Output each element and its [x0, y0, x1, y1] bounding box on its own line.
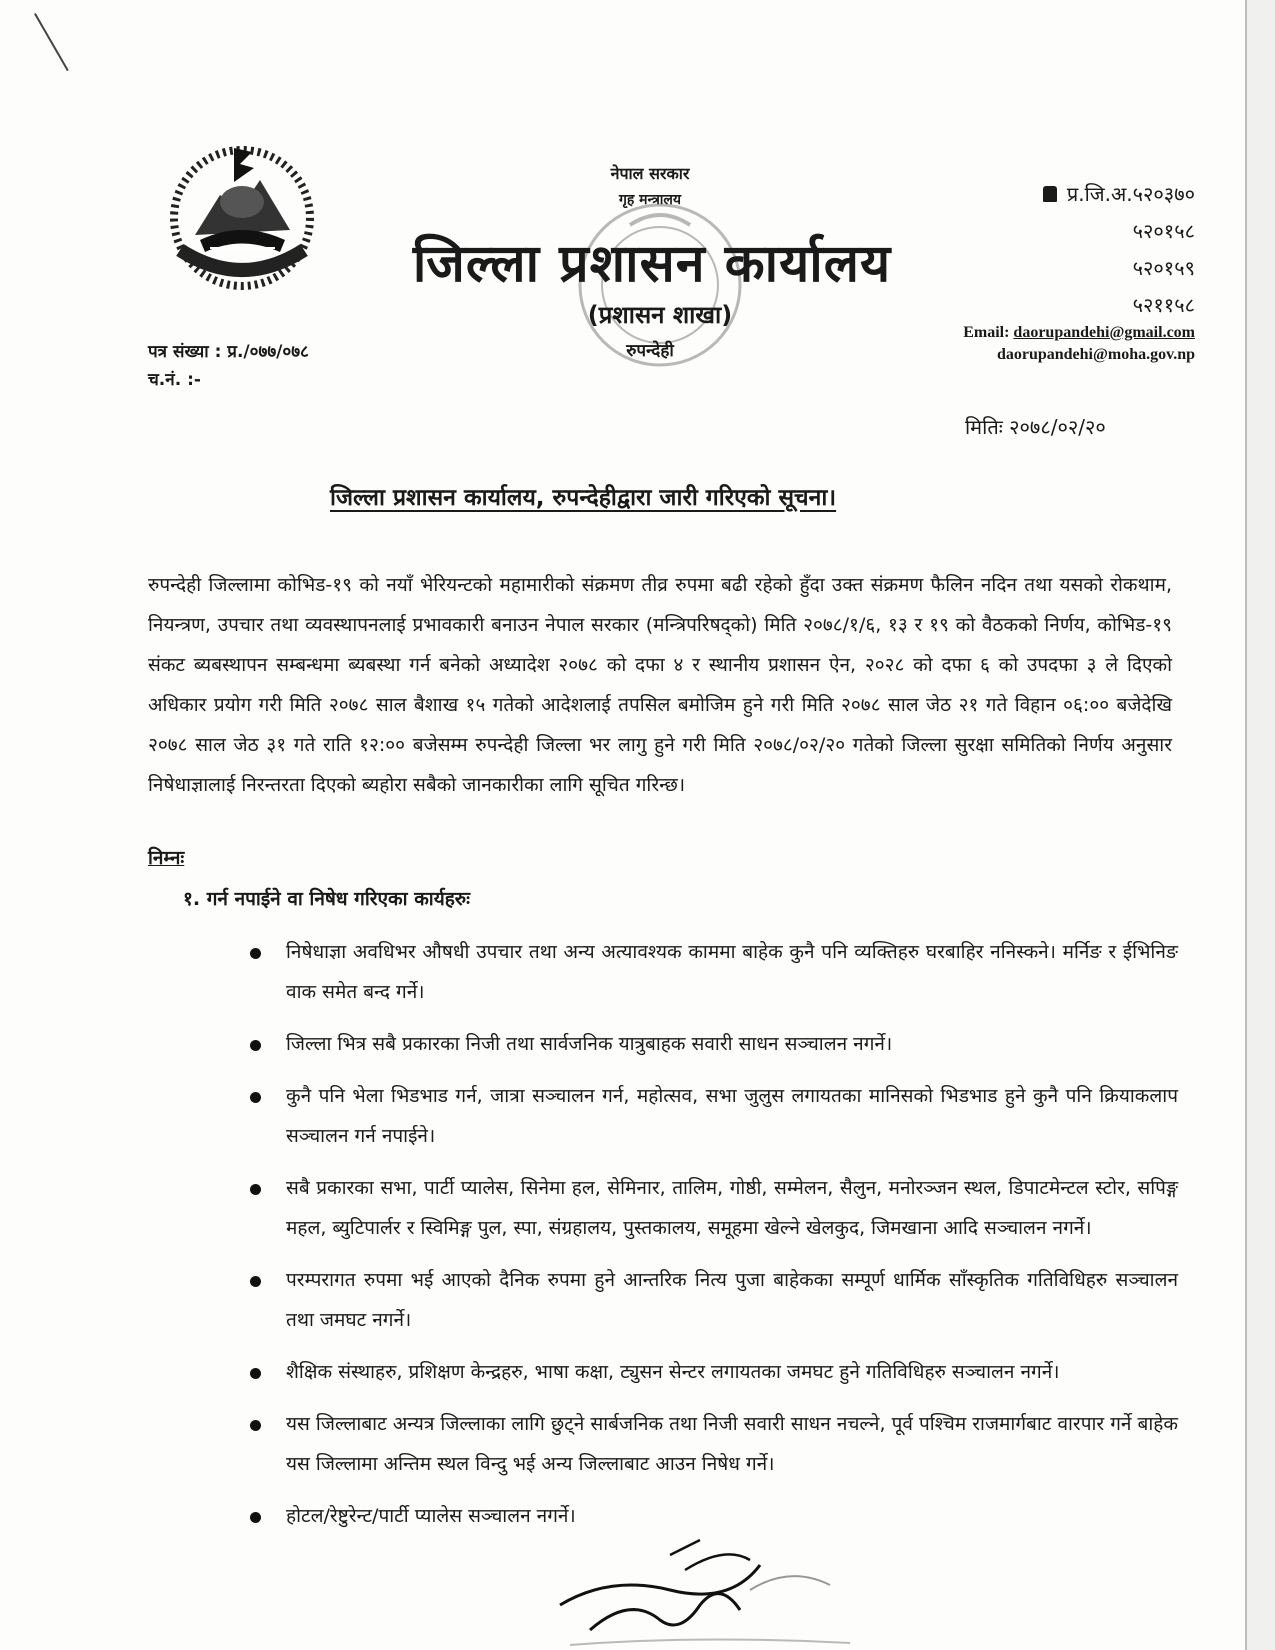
pen-mark: [34, 13, 69, 71]
prohibited-activities-list: [248, 932, 1178, 1548]
list-item: जिल्ला भित्र सबै प्रकारका निजी तथा सार्वजनिक यात्रुबाहक सवारी साधन सञ्चालन नगर्ने।: [248, 1024, 1178, 1064]
section-title: १. गर्न नपाईने वा निषेध गरिएका कार्यहरुः: [183, 888, 471, 910]
list-item: कुनै पनि भेला भिडभाड गर्न, जात्रा सञ्चालन गर्न, महोत्सव, सभा जुलुस लगायतका मानिसको भिडभाड हुने कुनै पनि क्रियाकलाप सञ्चालन गर्न नपाईने।: [248, 1076, 1178, 1156]
list-item: परम्परागत रुपमा भई आएको दैनिक रुपमा हुने आन्तरिक नित्य पुजा बाहेकका सम्पूर्ण धार्मिक साँस्कृतिक गतिविधिहरु सञ्चालन तथा जमघट नगर्ने।: [248, 1260, 1178, 1340]
scanned-page-edge: [1245, 0, 1275, 1650]
ministry-line: गृह मन्त्रालय: [618, 192, 682, 208]
phone-line: ५२०१५९: [1132, 256, 1195, 280]
notice-heading: जिल्ला प्रशासन कार्यालय, रुपन्देहीद्वारा जारी गरिएको सूचना।: [330, 485, 837, 511]
email-block: [880, 322, 1195, 366]
phone-line: प्र.जि.अ.५२०३७०: [985, 176, 1195, 213]
handwritten-signature: [550, 1535, 870, 1650]
email-link-moha[interactable]: daorupandehi@moha.gov.np: [996, 346, 1195, 363]
list-item: सबै प्रकारका सभा, पार्टी प्यालेस, सिनेमा हल, सेमिनार, तालिम, गोष्ठी, सम्मेलन, सैलुन, मनोरञ्जन स्थल, डिपाटमेन्टल स्टोर, सपिङ्ग महल, ब्युटिपार्लर र स्विमिङ्ग पुल, स्पा, संग्रहालय, पुस्तकालय, समूहमा खेल्ने खेलकुद, जिमखाना आदि सञ्चालन नगर्ने।: [248, 1168, 1178, 1248]
district-name: रुपन्देही: [626, 341, 674, 361]
list-item: होटल/रेष्टुरेन्ट/पार्टी प्यालेस सञ्चालन नगर्ने।: [248, 1496, 1178, 1536]
following-label: निम्नः: [148, 847, 185, 869]
branch-name: (प्रशासन शाखा): [587, 301, 733, 329]
list-item: यस जिल्लाबाट अन्यत्र जिल्लाका लागि छुट्ने सार्बजनिक तथा निजी सवारी साधन नचल्ने, पूर्व पश्चिम राजमार्गबाट वारपार गर्ने बाहेक यस जिल्लामा अन्तिम स्थल विन्दु भई अन्य जिल्लाबाट आउन निषेध गर्ने।: [248, 1404, 1178, 1484]
phone-line: ५२०१५८: [1132, 219, 1195, 243]
reference-block: [148, 338, 309, 394]
list-item: निषेधाज्ञा अवधिभर औषधी उपचार तथा अन्य अत्यावश्यक काममा बाहेक कुनै पनि व्यक्तिहरु घरबाहिर ननिस्कने। मर्निङ र ईभिनिङ वाक समेत बन्द गर्ने।: [248, 932, 1178, 1012]
phone-icon: [1043, 186, 1057, 202]
phone-line: ५२११५८: [1132, 293, 1195, 317]
notice-paragraph: रुपन्देही जिल्लामा कोभिड-१९ को नयाँ भेरियन्टको महामारीको संक्रमण तीव्र रुपमा बढी रहेको हुँदा उक्त संक्रमण फैलिन नदिन तथा यसको रोकथाम, नियन्त्रण, उपचार तथा व्यवस्थापनलाई प्रभावकारी बनाउन नेपाल सरकार (मन्त्रिपरिषद्को) मिति २०७८/१/६, १३ र १९ को वैठकको निर्णय, कोभिड-१९ संकट ब्यबस्थापन सम्बन्धमा ब्यबस्था गर्न बनेको अध्यादेश २०७८ को दफा ४ र स्थानीय प्रशासन ऐन, २०२८ को दफा ६ को उपदफा ३ ले दिएको अधिकार प्रयोग गरी मिति २०७८ साल बैशाख १५ गतेको आदेशलाई तपसिल बमोजिम हुने गरी मिति २०७८ साल जेठ २१ गते विहान ०६:०० बजेदेखि २०७८ साल जेठ ३१ गते राति १२:०० बजेसम्म रुपन्देही जिल्ला भर लागु हुने गरी मिति २०७८/०२/२० गतेको जिल्ला सुरक्षा समितिको निर्णय अनुसार निषेधाज्ञालाई निरन्तरता दिएको ब्यहोरा सबैको जानकारीका लागि सूचित गरिन्छ।: [148, 574, 1172, 796]
notice-date: मितिः २०७८/०२/२०: [965, 415, 1106, 439]
email-label: Email:: [963, 324, 1010, 341]
phone-numbers: [985, 176, 1195, 324]
list-item: शैक्षिक संस्थाहरु, प्रशिक्षण केन्द्रहरु, भाषा कक्षा, ट्युसन सेन्टर लगायतका जमघट हुने गतिविधिहरु सञ्चालन नगर्ने।: [248, 1352, 1178, 1392]
office-title: जिल्ला प्रशासन कार्यालय: [412, 234, 892, 294]
letter-number: पत्र संख्या : प्र./०७७/०७८: [148, 342, 309, 362]
dispatch-number: च.नं. :-: [148, 370, 201, 390]
email-link-gmail[interactable]: daorupandehi@gmail.com: [1013, 324, 1195, 341]
nepal-emblem-logo: [150, 140, 335, 290]
government-line: नेपाल सरकार: [610, 164, 690, 183]
